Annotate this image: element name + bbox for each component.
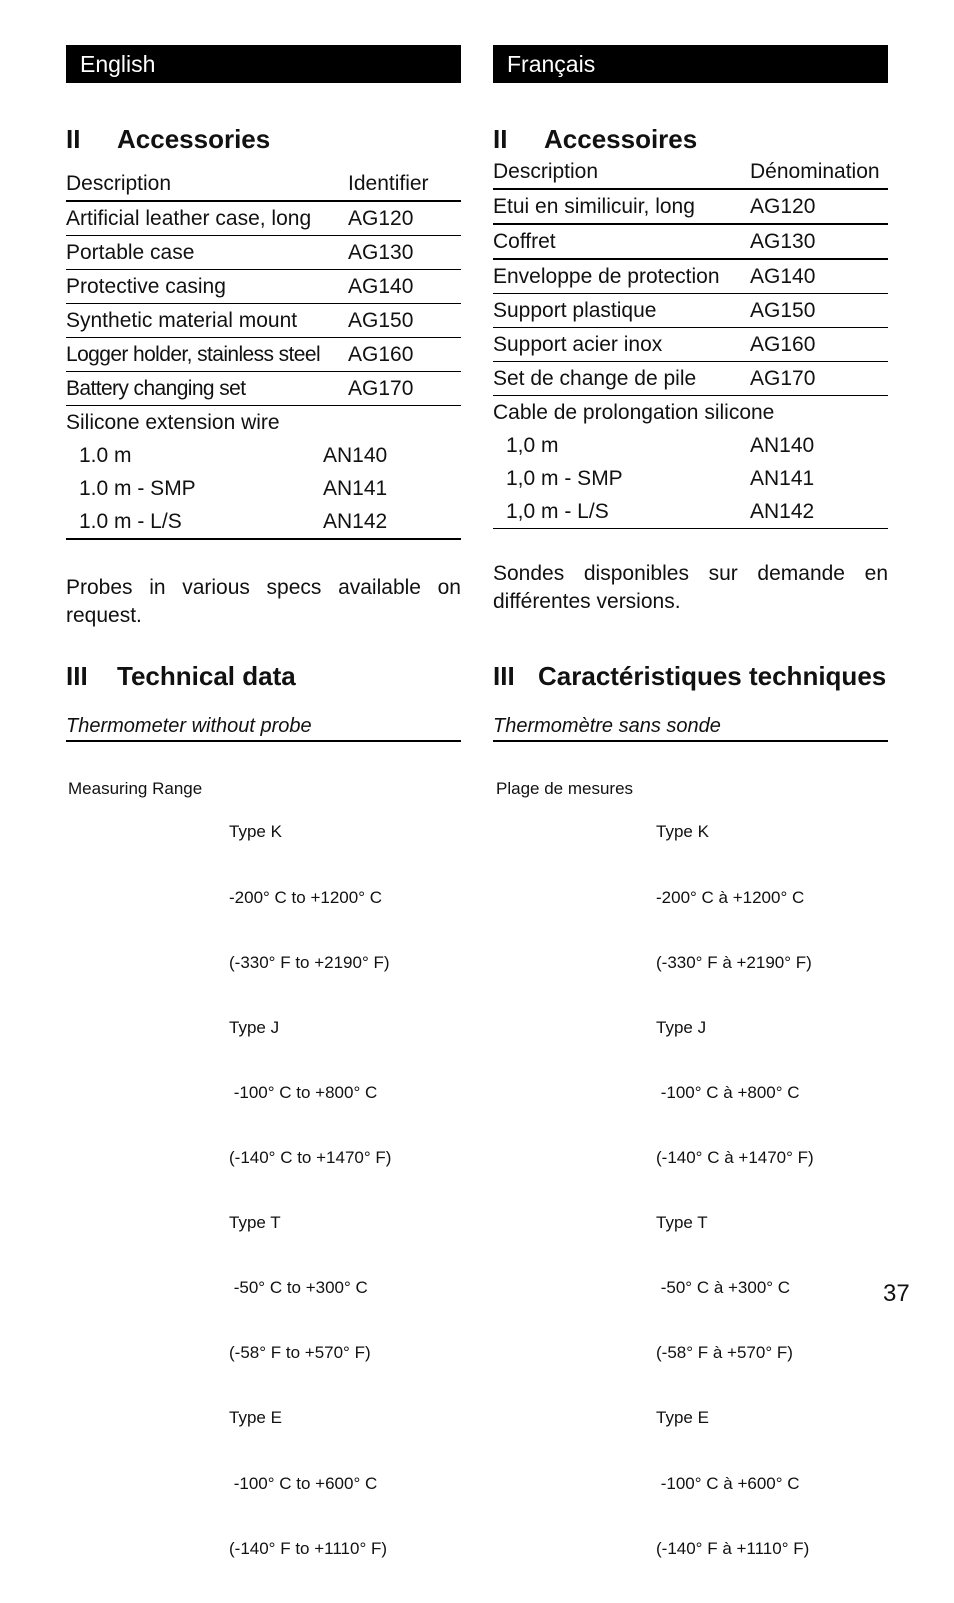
section-number: III bbox=[66, 661, 88, 691]
item-identifier: AG170 bbox=[348, 377, 414, 400]
item-identifier: AG150 bbox=[750, 299, 816, 322]
item-identifier: AG160 bbox=[348, 343, 414, 366]
range-line: Type K bbox=[656, 822, 709, 842]
item-identifier: AG130 bbox=[750, 230, 816, 253]
item-description: 1,0 m - L/S bbox=[506, 500, 609, 523]
item-description: Protective casing bbox=[66, 275, 226, 298]
technical-subtitle: Thermometer without probe bbox=[66, 712, 461, 742]
table-row bbox=[493, 495, 888, 529]
item-description: Support plastique bbox=[493, 299, 657, 322]
item-description: Silicone extension wire bbox=[66, 411, 280, 434]
range-line: Type J bbox=[229, 1017, 280, 1037]
section-title: Technical data bbox=[117, 661, 296, 691]
technical-subtitle: Thermomètre sans sonde bbox=[493, 712, 888, 742]
item-identifier: AN140 bbox=[750, 434, 815, 457]
range-line: Type J bbox=[656, 1017, 707, 1037]
range-line: -200° C à +1200° C bbox=[656, 887, 805, 907]
item-description: 1.0 m - L/S bbox=[79, 510, 182, 533]
section-number: III bbox=[493, 661, 515, 691]
measuring-range-label: Measuring Range bbox=[68, 779, 203, 798]
item-identifier: AG120 bbox=[348, 207, 414, 230]
range-line: (-140° C to +1470° F) bbox=[229, 1147, 392, 1167]
item-description: Synthetic material mount bbox=[66, 309, 298, 332]
language-header-french: Français bbox=[493, 45, 888, 83]
section-title: Accessoires bbox=[544, 124, 698, 154]
item-description: Portable case bbox=[66, 241, 195, 264]
item-identifier: AG150 bbox=[348, 309, 414, 332]
item-identifier: AN140 bbox=[323, 444, 388, 467]
section-title: Accessories bbox=[117, 124, 271, 154]
range-line: Type E bbox=[229, 1408, 282, 1428]
range-line: Type E bbox=[656, 1408, 709, 1428]
measuring-range-label: Plage de mesures bbox=[496, 779, 634, 798]
table-header-row bbox=[66, 167, 461, 202]
range-line: (-330° F to +2190° F) bbox=[229, 952, 390, 972]
table-row bbox=[66, 304, 461, 338]
accessories-heading bbox=[493, 124, 698, 155]
range-line: -100° C à +800° C bbox=[656, 1082, 800, 1102]
range-line: Type T bbox=[656, 1213, 708, 1233]
accessories-heading bbox=[66, 124, 271, 155]
table-row bbox=[66, 270, 461, 304]
language-header-english: English bbox=[66, 45, 461, 83]
range-line: (-330° F à +2190° F) bbox=[656, 952, 812, 972]
table-row-group-label bbox=[493, 396, 888, 429]
range-line: (-140° F to +1110° F) bbox=[229, 1538, 388, 1558]
item-identifier: AN141 bbox=[323, 477, 388, 500]
table-row bbox=[493, 225, 888, 260]
column-header-identifier: Dénomination bbox=[750, 160, 880, 183]
table-row bbox=[493, 362, 888, 396]
table-row bbox=[66, 439, 461, 472]
section-number: II bbox=[493, 124, 508, 154]
technical-heading bbox=[66, 661, 296, 692]
range-line: -100° C to +600° C bbox=[229, 1473, 378, 1493]
item-description: 1.0 m bbox=[79, 444, 132, 467]
item-description: Coffret bbox=[493, 230, 556, 253]
range-line: (-58° F à +570° F) bbox=[656, 1343, 793, 1363]
table-row bbox=[66, 338, 461, 372]
range-line: (-140° F à +1110° F) bbox=[656, 1538, 810, 1558]
section-number: II bbox=[66, 124, 81, 154]
table-header-row bbox=[493, 155, 888, 190]
probes-note: Sondes disponibles sur demande en différentes versions. bbox=[493, 562, 888, 613]
range-line: -100° C to +800° C bbox=[229, 1082, 378, 1102]
item-identifier: AN142 bbox=[750, 500, 815, 523]
section-title: Caractéristiques techniques bbox=[538, 661, 887, 691]
item-description: Enveloppe de protection bbox=[493, 265, 720, 288]
item-identifier: AG130 bbox=[348, 241, 414, 264]
item-description: Set de change de pile bbox=[493, 367, 697, 390]
accessories-table bbox=[493, 155, 888, 529]
range-line: -50° C to +300° C bbox=[229, 1278, 368, 1298]
item-identifier: AG140 bbox=[348, 275, 414, 298]
table-row bbox=[493, 462, 888, 495]
range-line: Type T bbox=[229, 1213, 281, 1233]
item-identifier: AG170 bbox=[750, 367, 816, 390]
item-description: 1.0 m - SMP bbox=[79, 477, 196, 500]
table-row bbox=[66, 472, 461, 505]
probes-note: Probes in various specs available on request. bbox=[66, 576, 461, 627]
table-row bbox=[66, 505, 461, 540]
table-row bbox=[493, 294, 888, 328]
table-row bbox=[66, 236, 461, 270]
table-row bbox=[493, 260, 888, 294]
accessories-table bbox=[66, 167, 461, 540]
table-row bbox=[493, 328, 888, 362]
item-identifier: AG160 bbox=[750, 333, 816, 356]
range-line: Type K bbox=[229, 822, 282, 842]
item-identifier: AG140 bbox=[750, 265, 816, 288]
page-number: 37 bbox=[883, 1280, 910, 1307]
range-line: -100° C à +600° C bbox=[656, 1473, 800, 1493]
range-line: (-58° F to +570° F) bbox=[229, 1343, 371, 1363]
item-description: Battery changing set bbox=[66, 377, 246, 400]
table-row bbox=[66, 202, 461, 236]
item-description: Etui en similicuir, long bbox=[493, 195, 695, 218]
table-row bbox=[493, 190, 888, 225]
item-identifier: AN142 bbox=[323, 510, 388, 533]
measuring-range-values bbox=[229, 778, 391, 1603]
table-row bbox=[66, 372, 461, 406]
column-header-identifier: Identifier bbox=[348, 172, 429, 195]
item-description: Support acier inox bbox=[493, 333, 663, 356]
range-line: -50° C à +300° C bbox=[656, 1278, 791, 1298]
item-description: 1,0 m bbox=[506, 434, 559, 457]
column-header-description: Description bbox=[493, 160, 599, 183]
range-line: (-140° C à +1470° F) bbox=[656, 1147, 814, 1167]
technical-heading bbox=[493, 661, 887, 692]
range-line: -200° C to +1200° C bbox=[229, 887, 382, 907]
item-identifier: AN141 bbox=[750, 467, 815, 490]
table-row bbox=[493, 429, 888, 462]
item-description: Logger holder, stainless steel bbox=[66, 343, 321, 366]
item-identifier: AG120 bbox=[750, 195, 816, 218]
measuring-range-values bbox=[656, 778, 814, 1603]
table-row-group-label bbox=[66, 406, 461, 439]
item-description: Artificial leather case, long bbox=[66, 207, 312, 230]
item-description: Cable de prolongation silicone bbox=[493, 401, 775, 424]
column-header-description: Description bbox=[66, 172, 172, 195]
item-description: 1,0 m - SMP bbox=[506, 467, 623, 490]
